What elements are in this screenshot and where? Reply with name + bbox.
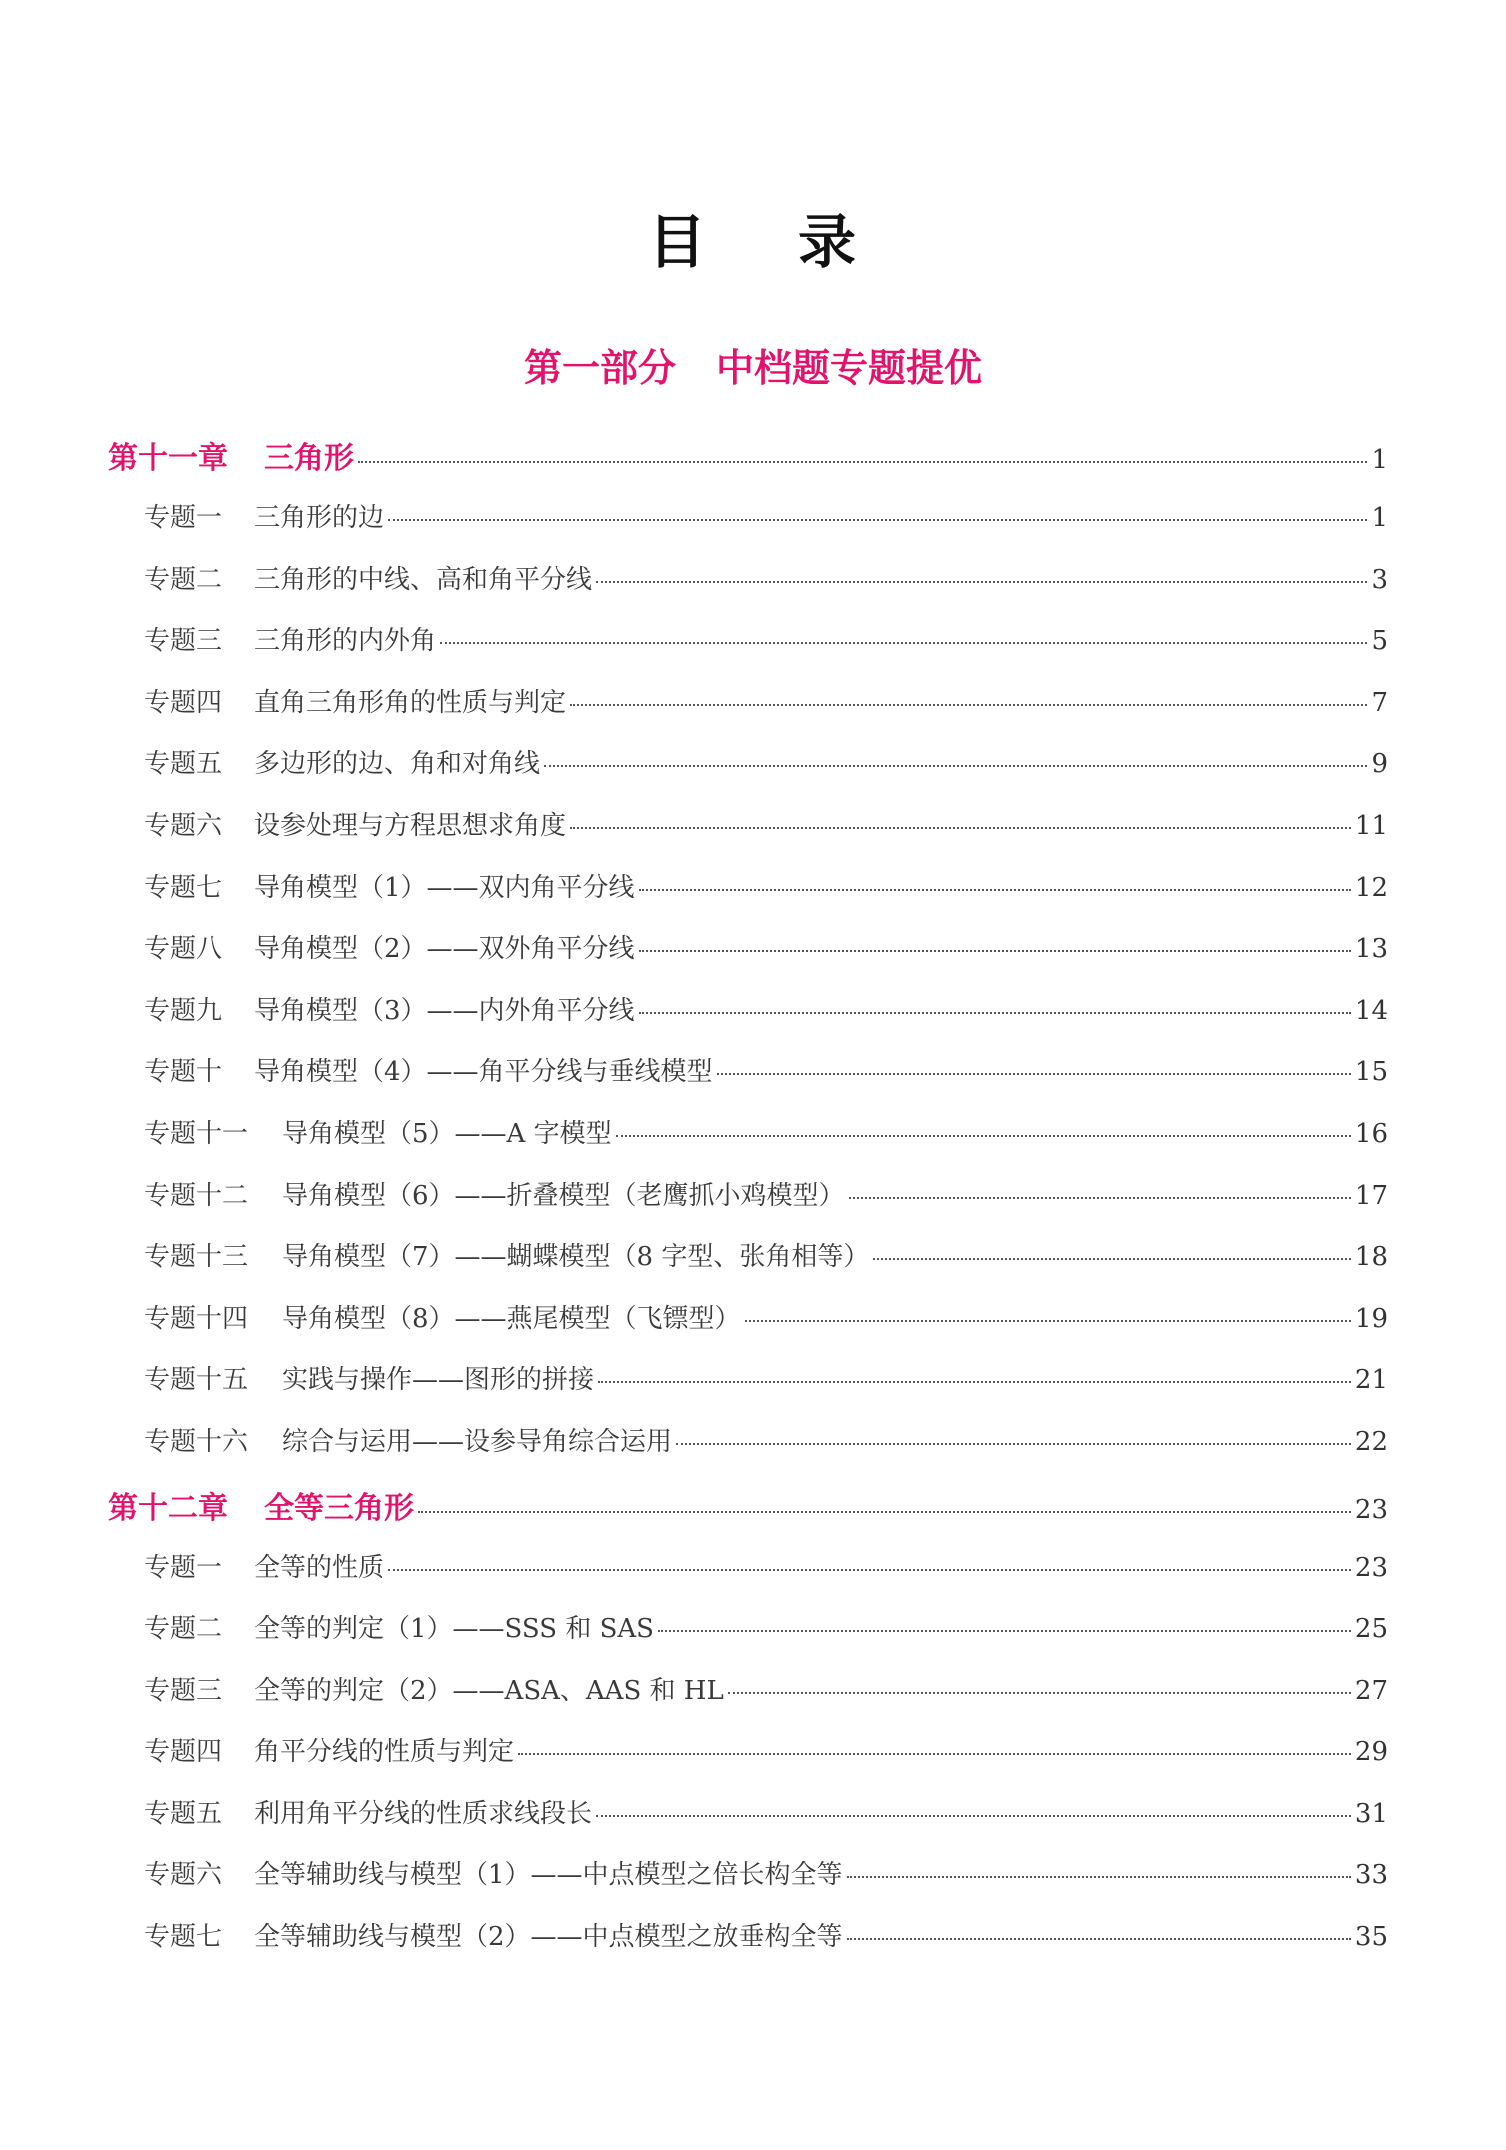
toc-topic-entry[interactable] — [108, 1547, 1388, 1609]
part-name: 中档题专题提优 — [716, 345, 983, 390]
dot-leader — [728, 1692, 1351, 1694]
topic-label: 专题七 — [144, 872, 223, 903]
topic-page-number: 16 — [1354, 1118, 1388, 1149]
topic-title: 全等辅助线与模型（1）——中点模型之倍长构全等 — [254, 1860, 843, 1891]
title-char-right: 录 — [798, 208, 859, 276]
toc-topic-entry[interactable] — [108, 1916, 1388, 1978]
toc-topic-entry[interactable] — [108, 1608, 1388, 1670]
topic-title: 全等辅助线与模型（2）——中点模型之放垂构全等 — [254, 1922, 843, 1953]
topic-title: 导角模型（7）——蝴蝶模型（8 字型、张角相等） — [282, 1242, 870, 1273]
dot-leader — [570, 704, 1367, 706]
toc-topic-entry[interactable] — [108, 1359, 1388, 1421]
topic-label: 专题四 — [144, 1737, 223, 1768]
topic-page-number: 22 — [1354, 1426, 1388, 1457]
dot-leader — [544, 765, 1367, 767]
topic-label: 专题一 — [144, 503, 223, 533]
toc-chapter-entry[interactable] — [108, 1483, 1388, 1547]
topic-label: 专题十五 — [144, 1365, 249, 1396]
toc-topic-entry[interactable] — [108, 1854, 1388, 1916]
dot-leader — [745, 1320, 1351, 1322]
topic-page-number: 19 — [1354, 1303, 1388, 1334]
dot-leader — [388, 519, 1367, 521]
topic-page-number: 35 — [1354, 1922, 1388, 1953]
topic-label: 专题十三 — [144, 1242, 249, 1273]
topic-page-number: 29 — [1354, 1737, 1388, 1768]
toc-topic-entry[interactable] — [108, 1298, 1388, 1360]
topic-label: 专题五 — [144, 1798, 223, 1829]
topic-page-number: 18 — [1354, 1242, 1388, 1273]
topic-page-number: 17 — [1354, 1180, 1388, 1211]
topic-label: 专题一 — [144, 1552, 223, 1583]
dot-leader — [596, 1815, 1351, 1817]
topic-page-number: 9 — [1371, 749, 1388, 780]
toc-topic-entry[interactable] — [108, 1731, 1388, 1793]
chapter-label: 第十一章 — [108, 441, 228, 476]
topic-page-number: 21 — [1354, 1365, 1388, 1396]
dot-leader — [388, 1569, 1351, 1571]
topic-title: 导角模型（6）——折叠模型（老鹰抓小鸡模型） — [282, 1180, 845, 1211]
toc-topic-entry[interactable] — [108, 1051, 1388, 1113]
dot-leader — [418, 1511, 1351, 1513]
dot-leader — [639, 1012, 1351, 1014]
toc-topic-entry[interactable] — [108, 1236, 1388, 1298]
topic-title: 导角模型（2）——双外角平分线 — [254, 934, 635, 965]
topic-title: 直角三角形角的性质与判定 — [254, 687, 567, 718]
toc-topic-entry[interactable] — [108, 620, 1388, 682]
page-title — [0, 195, 1506, 279]
dot-leader — [676, 1443, 1351, 1445]
topic-title: 三角形的中线、高和角平分线 — [254, 564, 593, 595]
dot-leader — [717, 1073, 1351, 1075]
topic-title: 全等的性质 — [254, 1552, 385, 1583]
topic-label: 专题三 — [144, 1675, 223, 1706]
toc-topic-entry[interactable] — [108, 1175, 1388, 1237]
topic-title: 导角模型（3）——内外角平分线 — [254, 995, 635, 1026]
topic-title: 全等的判定（1）——SSS 和 SAS — [254, 1614, 654, 1645]
table-of-contents — [108, 433, 1388, 1978]
toc-topic-entry[interactable] — [108, 805, 1388, 867]
chapter-page-number: 23 — [1354, 1494, 1388, 1525]
toc-topic-entry[interactable] — [108, 559, 1388, 621]
topic-title: 多边形的边、角和对角线 — [254, 749, 541, 780]
dot-leader — [639, 889, 1351, 891]
topic-page-number: 1 — [1371, 503, 1388, 533]
toc-topic-entry[interactable] — [108, 867, 1388, 929]
part-heading — [0, 337, 1506, 392]
topic-title: 综合与运用——设参导角综合运用 — [282, 1426, 673, 1457]
topic-label: 专题十 — [144, 1057, 223, 1088]
dot-leader — [358, 461, 1367, 463]
toc-topic-entry[interactable] — [108, 743, 1388, 805]
dot-leader — [518, 1753, 1351, 1755]
title-char-left: 目 — [647, 208, 708, 276]
toc-chapter-entry[interactable] — [108, 433, 1388, 497]
topic-title: 导角模型（1）——双内角平分线 — [254, 872, 635, 903]
topic-title: 导角模型（5）——A 字模型 — [282, 1118, 612, 1149]
topic-label: 专题六 — [144, 810, 223, 841]
topic-label: 专题十一 — [144, 1118, 249, 1149]
dot-leader — [639, 950, 1351, 952]
toc-topic-entry[interactable] — [108, 1670, 1388, 1732]
topic-title: 导角模型（4）——角平分线与垂线模型 — [254, 1057, 713, 1088]
topic-label: 专题十二 — [144, 1180, 249, 1211]
topic-label: 专题二 — [144, 564, 223, 595]
topic-page-number: 7 — [1371, 687, 1388, 718]
topic-page-number: 3 — [1371, 564, 1388, 595]
topic-title: 三角形的边 — [254, 503, 385, 533]
topic-title: 利用角平分线的性质求线段长 — [254, 1798, 593, 1829]
dot-leader — [598, 1381, 1351, 1383]
topic-page-number: 27 — [1354, 1675, 1388, 1706]
dot-leader — [570, 827, 1351, 829]
topic-label: 专题五 — [144, 749, 223, 780]
chapter-title: 全等三角形 — [264, 1490, 414, 1526]
dot-leader — [847, 1938, 1351, 1940]
dot-leader — [873, 1258, 1351, 1260]
chapter-label: 第十二章 — [108, 1490, 228, 1526]
topic-label: 专题九 — [144, 995, 223, 1026]
topic-label: 专题四 — [144, 687, 223, 718]
toc-topic-entry[interactable] — [108, 1793, 1388, 1855]
topic-page-number: 13 — [1354, 934, 1388, 965]
dot-leader — [849, 1197, 1351, 1199]
toc-topic-entry[interactable] — [108, 1113, 1388, 1175]
topic-title: 角平分线的性质与判定 — [254, 1737, 515, 1768]
topic-title: 全等的判定（2）——ASA、AAS 和 HL — [254, 1675, 724, 1706]
topic-page-number: 12 — [1354, 872, 1388, 903]
topic-title: 设参处理与方程思想求角度 — [254, 810, 567, 841]
topic-title: 导角模型（8）——燕尾模型（飞镖型） — [282, 1303, 741, 1334]
dot-leader — [616, 1135, 1351, 1137]
topic-page-number: 14 — [1354, 995, 1388, 1026]
topic-label: 专题十六 — [144, 1426, 249, 1457]
part-label: 第一部分 — [523, 345, 676, 390]
topic-label: 专题二 — [144, 1614, 223, 1645]
topic-page-number: 5 — [1371, 626, 1388, 657]
dot-leader — [596, 581, 1367, 583]
toc-topic-entry[interactable] — [108, 928, 1388, 990]
chapter-page-number: 1 — [1371, 445, 1388, 475]
dot-leader — [440, 642, 1367, 644]
topic-label: 专题十四 — [144, 1303, 249, 1334]
topic-label: 专题七 — [144, 1922, 223, 1953]
toc-topic-entry[interactable] — [108, 682, 1388, 744]
toc-topic-entry[interactable] — [108, 990, 1388, 1052]
toc-topic-entry[interactable] — [108, 497, 1388, 559]
topic-label: 专题三 — [144, 626, 223, 657]
dot-leader — [658, 1630, 1351, 1632]
dot-leader — [847, 1876, 1351, 1878]
topic-title: 实践与操作——图形的拼接 — [282, 1365, 595, 1396]
toc-topic-entry[interactable] — [108, 1421, 1388, 1483]
topic-page-number: 23 — [1354, 1552, 1388, 1583]
chapter-title: 三角形 — [264, 441, 354, 476]
topic-page-number: 33 — [1354, 1860, 1388, 1891]
topic-page-number: 25 — [1354, 1614, 1388, 1645]
topic-page-number: 15 — [1354, 1057, 1388, 1088]
topic-label: 专题六 — [144, 1860, 223, 1891]
topic-label: 专题八 — [144, 934, 223, 965]
topic-page-number: 31 — [1354, 1798, 1388, 1829]
topic-title: 三角形的内外角 — [254, 626, 437, 657]
topic-page-number: 11 — [1354, 810, 1388, 841]
